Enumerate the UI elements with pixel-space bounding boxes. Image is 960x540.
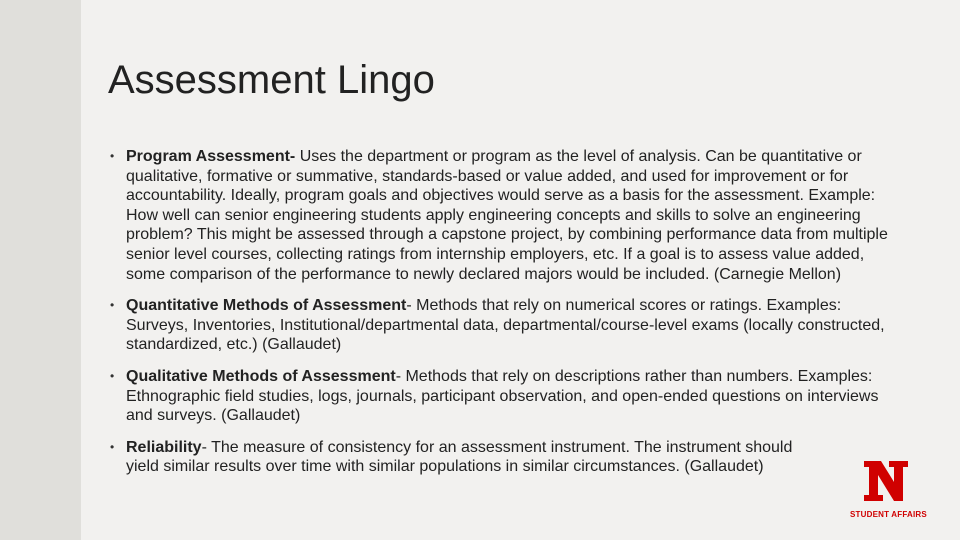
bullet-marker: •: [110, 368, 115, 383]
bullet-term: Reliability: [126, 438, 202, 456]
bullet-term: Quantitative Methods of Assessment: [126, 297, 407, 315]
logo-subtitle: STUDENT AFFAIRS: [850, 510, 927, 519]
bullet-reliability: [108, 438, 826, 477]
bullet-text: - Methods that rely on descriptions rather than numbers. Examples: Ethnographic field studies, logs, journals, participant observation, and open-ended questions on interviews and surveys. (Gallaudet): [126, 367, 879, 425]
bullet-list: [108, 147, 898, 477]
bullet-qualitative-methods: [108, 367, 898, 426]
bullet-text: - The measure of consistency for an assessment instrument. The instrument should yield similar results over time with similar populations in similar circumstances. (Gallaudet): [126, 438, 793, 476]
bullet-quantitative-methods: [108, 296, 898, 355]
bullet-term: Qualitative Methods of Assessment: [126, 367, 396, 385]
nebraska-student-affairs-logo: [850, 456, 927, 522]
bullet-text: - Methods that rely on numerical scores or ratings. Examples: Surveys, Inventories, Institutional/departmental data, departmental/course-level exams (locally constructed, standardized, etc.) (Gallaudet): [126, 297, 885, 354]
bullet-program-assessment: [108, 147, 898, 284]
bullet-text: Uses the department or program as the level of analysis. Can be quantitative or qualitative, formative or summative, standards-based or value added, and used for improvement or for accountability. Ideally, program goals and objectives would serve as a basis for the assessment. Example: How well can senior engineering students apply engineering concepts and skills to solve an engineering problem? This might be assessed through a capstone project, by combining performance data from multiple senior level courses, collecting ratings from internship employers, etc. If a goal is to assess value added, some comparison of the performance to newly declared majors would be included. (Carnegie Mellon): [126, 148, 888, 283]
left-accent-band: [0, 0, 81, 540]
bullet-marker: •: [110, 149, 115, 163]
slide-title: Assessment Lingo: [108, 58, 435, 102]
bullet-term: Program Assessment-: [126, 148, 296, 165]
bullet-marker: •: [110, 439, 115, 454]
bullet-marker: •: [110, 298, 115, 313]
nebraska-n-icon: [861, 456, 911, 506]
